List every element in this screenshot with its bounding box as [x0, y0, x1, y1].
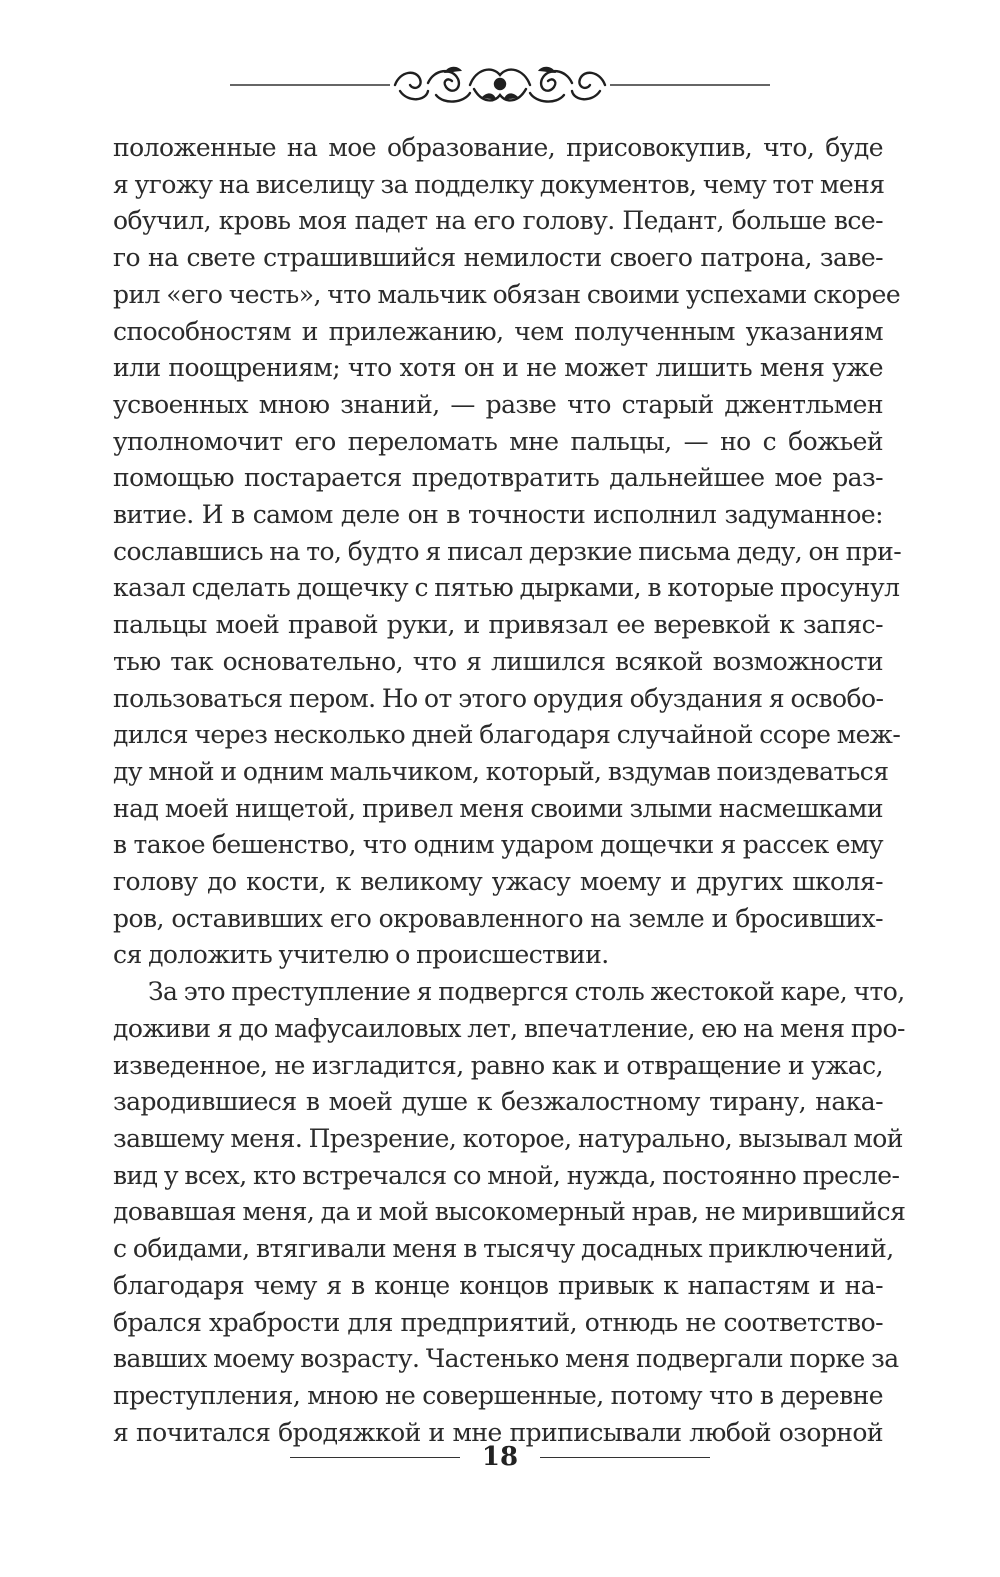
- text-line: ров, оставивших его окровавленного на земле и бросивших-: [113, 903, 883, 933]
- text-line: я почитался бродяжкой и мне приписывали любой озорной: [113, 1417, 883, 1447]
- text-line: обучил, кровь моя падет на его голову. Педант, больше все-: [113, 206, 883, 236]
- text-line: изведенное, не изгладится, равно как и отвращение и ужас,: [113, 1050, 883, 1080]
- text-line: зародившиеся в моей душе к безжалостному тирану, нака-: [113, 1087, 883, 1117]
- text-line: благодаря чему я в конце концов привык к напастям и на-: [113, 1270, 883, 1300]
- text-line: За это преступление я подвергся столь жестокой каре, что,: [148, 977, 905, 1007]
- text-line: преступления, мною не совершенные, потому что в деревне: [113, 1380, 883, 1410]
- text-line: сославшись на то, будто я писал дерзкие письма деду, он при-: [113, 536, 902, 566]
- text-line: с обидами, втягивали меня в тысячу досадных приключений,: [113, 1234, 894, 1264]
- text-line: рил «его честь», что мальчик обязан своими успехами скорее: [113, 279, 901, 309]
- text-line: голову до кости, к великому ужасу моему и других школя-: [113, 867, 883, 897]
- text-line: ду мной и одним мальчиком, который, вздумав поиздеваться: [113, 756, 889, 786]
- text-line: дился через несколько дней благодаря случайной ссоре меж-: [113, 720, 901, 750]
- body-text: [113, 130, 906, 1451]
- paragraph: [113, 974, 906, 1451]
- text-line: вид у всех, кто встречался со мной, нужда, постоянно пресле-: [113, 1160, 900, 1190]
- text-line: го на свете страшившийся немилости своего патрона, заве-: [113, 243, 883, 273]
- text-line: вавших моему возрасту. Частенько меня подвергали порке за: [113, 1344, 899, 1374]
- text-line: положенные на мое образование, присовокупив, что, буде: [113, 133, 883, 162]
- paragraph: [113, 130, 902, 974]
- ornament-scrollwork: [395, 70, 605, 102]
- text-line: способностям и прилежанию, чем полученным указаниям: [113, 316, 883, 346]
- text-line: завшему меня. Презрение, которое, натурально, вызывал мой: [113, 1123, 903, 1153]
- header-ornament: [230, 55, 770, 115]
- text-line: в такое бешенство, что одним ударом дощечки я рассек ему: [113, 830, 883, 860]
- page-number: 18: [481, 1442, 519, 1472]
- text-line: или поощрениям; что хотя он и не может лишить меня уже: [113, 353, 883, 383]
- text-line: брался храбрости для предприятий, отнюдь не соответство-: [113, 1307, 883, 1337]
- text-line: я угожу на виселицу за подделку документов, чему тот меня: [113, 169, 885, 199]
- text-line: пользоваться пером. Но от этого орудия обуздания я освобо-: [113, 683, 884, 713]
- text-line: помощью постарается предотвратить дальнейшее мое раз-: [113, 463, 883, 493]
- text-line: усвоенных мною знаний, — разве что старый джентльмен: [113, 389, 883, 419]
- text-line: доживи я до мафусаиловых лет, впечатление, ею на меня про-: [113, 1013, 905, 1043]
- page-footer: [290, 1440, 710, 1476]
- text-line: уполномочит его переломать мне пальцы, — но с божьей: [113, 426, 883, 456]
- text-line: ся доложить учителю о происшествии.: [113, 940, 609, 970]
- text-line: пальцы моей правой руки, и привязал ее веревкой к запяс-: [113, 610, 883, 640]
- text-line: довавшая меня, да и мой высокомерный нрав, не мирившийся: [113, 1197, 906, 1227]
- footer-rule-right: [540, 1457, 710, 1458]
- text-line: казал сделать дощечку с пятью дырками, в которые просунул: [113, 573, 900, 603]
- text-line: витие. И в самом деле он в точности исполнил задуманное:: [113, 500, 883, 530]
- text-line: тью так основательно, что я лишился всякой возможности: [113, 646, 883, 676]
- text-line: над моей нищетой, привел меня своими злыми насмешками: [113, 793, 883, 823]
